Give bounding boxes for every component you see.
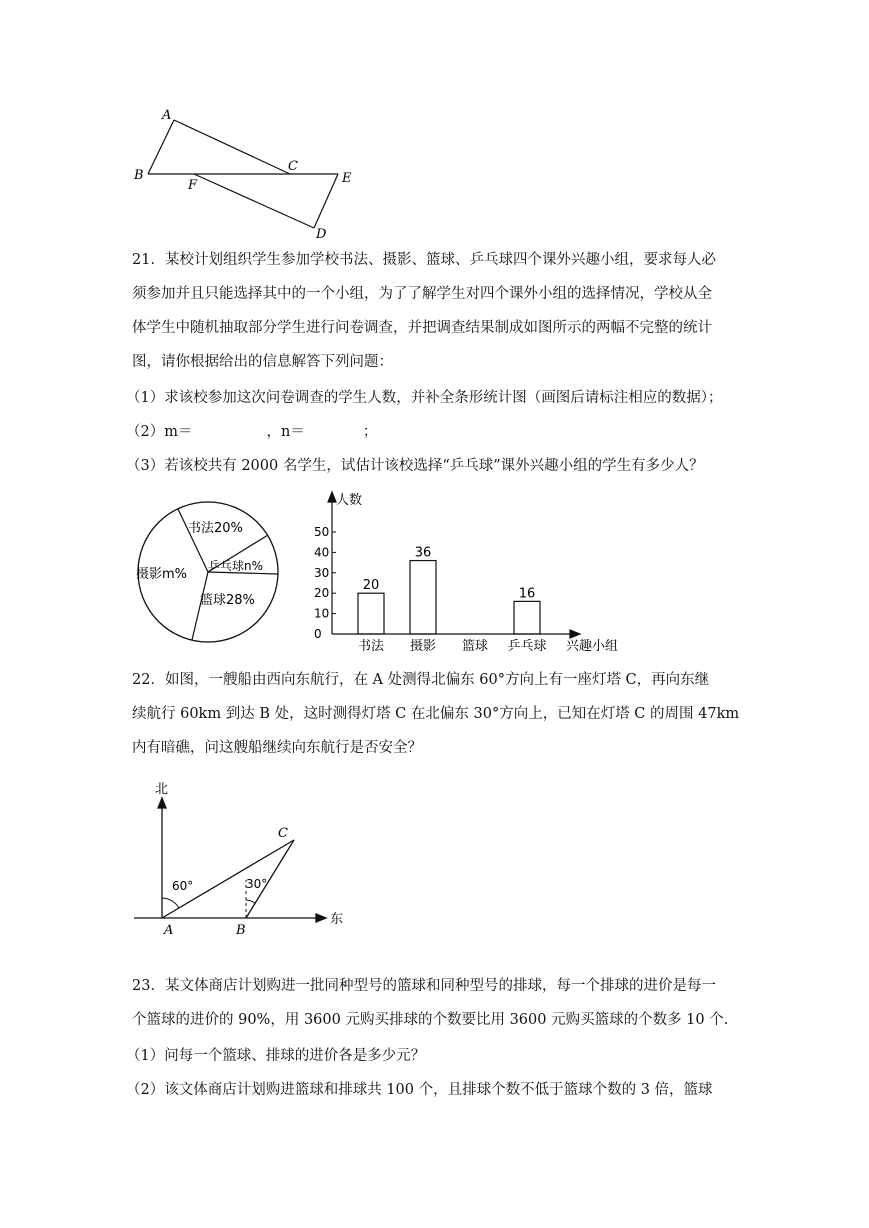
pie-label-sheying: 摄影m% bbox=[136, 567, 188, 582]
bar-ylabel: 人数 bbox=[336, 493, 363, 508]
q21-sub-1: （1）求该校参加这次问卷调查的学生人数，并补全条形统计图（画图后请标注相应的数据）； bbox=[126, 390, 723, 406]
q22-line-3: 内有暗礁，问这艘船继续向东航行是否安全？ bbox=[132, 740, 422, 756]
q21-sub-2 bbox=[126, 420, 377, 441]
label-e: E bbox=[342, 171, 352, 186]
q21-line-2: 须参加并且只能选择其中的一个小组，为了了解学生对四个课外小组的选择情况，学校从全 bbox=[132, 286, 712, 302]
y-tick-label: 40 bbox=[314, 545, 330, 560]
pie-chart bbox=[132, 494, 292, 654]
north-label: 北 bbox=[155, 782, 169, 797]
y-tick-label: 50 bbox=[314, 525, 330, 539]
bar-xlabel: 兴趣小组 bbox=[566, 639, 619, 654]
x-category-label: 篮球 bbox=[461, 639, 489, 654]
label-f: F bbox=[188, 178, 198, 193]
x-category-label: 摄影 bbox=[409, 639, 437, 654]
q23-line-1: 23．某文体商店计划购进一批同种型号的篮球和同种型号的排球，每一个排球的进价是每一 bbox=[132, 978, 716, 994]
label-d: D bbox=[316, 227, 327, 242]
label-a: A bbox=[162, 108, 172, 123]
q22-line-1: 22．如图，一艘船由西向东航行，在 A 处测得北偏东 60°方向上有一座灯塔 C，再向东继 bbox=[132, 672, 710, 688]
bar bbox=[514, 601, 540, 634]
q22-line-2: 续航行 60km 到达 B 处，这时测得灯塔 C 在北偏东 30°方向上，已知在灯塔 C 的周围 47km bbox=[132, 706, 740, 722]
point-b-label: B bbox=[236, 923, 246, 938]
q21-line-4: 图，请你根据给出的信息解答下列问题： bbox=[132, 354, 393, 370]
label-c: C bbox=[288, 159, 298, 174]
y-tick-label: 20 bbox=[314, 586, 330, 601]
point-c-label: C bbox=[278, 826, 288, 841]
label-b: B bbox=[134, 168, 144, 183]
q21-sub-2-m: （2）m＝ bbox=[126, 424, 193, 440]
bar-value-label: 16 bbox=[518, 586, 536, 602]
bar bbox=[410, 561, 436, 634]
bar-value-label: 20 bbox=[362, 578, 380, 594]
angle-30-label: 30° bbox=[246, 877, 268, 891]
navigation-figure bbox=[130, 776, 360, 941]
q23-line-2: 个篮球的进价的 90%，用 3600 元购买排球的个数要比用 3600 元购买篮球的个数多 10 个. bbox=[132, 1012, 729, 1028]
q21-sub-2-end: ； bbox=[362, 424, 378, 440]
angle-60-label: 60° bbox=[172, 879, 194, 893]
bar-value-label: 36 bbox=[414, 545, 432, 561]
q21-line-3: 体学生中随机抽取部分学生进行问卷调查，并把调查结果制成如图所示的两幅不完整的统计 bbox=[132, 320, 712, 336]
x-category-label: 书法 bbox=[357, 639, 385, 654]
q23-sub-1: （1）问每一个篮球、排球的进价各是多少元？ bbox=[126, 1048, 426, 1064]
q21-line-1: 21．某校计划组织学生参加学校书法、摄影、篮球、乒乓球四个课外兴趣小组，要求每人必 bbox=[132, 252, 716, 268]
q21-sub-3: （3）若该校共有 2000 名学生，试估计该校选择“乒乓球”课外兴趣小组的学生有多少人？ bbox=[126, 458, 704, 474]
bar-chart bbox=[310, 486, 640, 656]
point-a-label: A bbox=[164, 923, 174, 938]
x-category-label: 乒乓球 bbox=[507, 639, 547, 654]
y-tick-label: 30 bbox=[314, 565, 330, 580]
geometry-figure-1 bbox=[130, 100, 370, 245]
pie-label-lanqiu: 篮球28% bbox=[200, 593, 255, 608]
y-tick-label: 0 bbox=[314, 627, 322, 641]
q21-sub-2-n: ，n＝ bbox=[266, 424, 305, 440]
east-label: 东 bbox=[330, 912, 344, 927]
bar bbox=[358, 593, 384, 634]
y-tick-label: 10 bbox=[314, 606, 330, 621]
q23-sub-2: （2）该文体商店计划购进篮球和排球共 100 个，且排球个数不低于篮球个数的 3 倍，篮球 bbox=[126, 1082, 713, 1098]
pie-label-pingpang: 乒乓球n% bbox=[208, 559, 264, 573]
pie-label-shufa: 书法20% bbox=[188, 521, 243, 536]
